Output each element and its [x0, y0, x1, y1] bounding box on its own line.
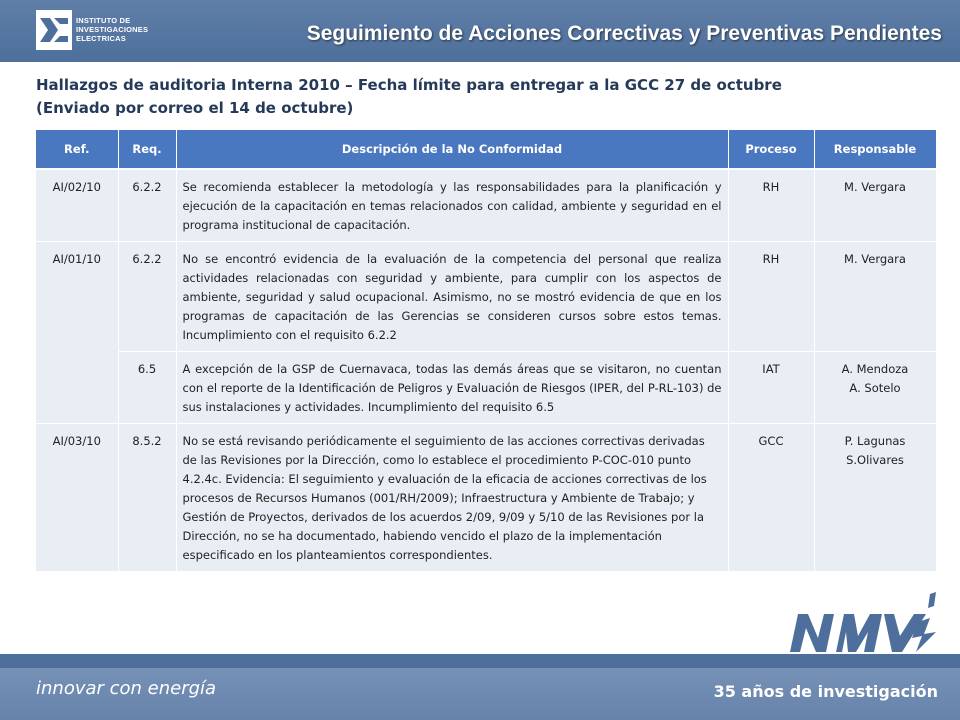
col-header-responsable: Responsable — [814, 130, 936, 169]
col-header-description: Descripción de la No Conformidad — [176, 130, 728, 169]
subtitle-line-2: (Enviado por correo el 14 de octubre) — [36, 99, 354, 117]
responsable-name: M. Vergara — [844, 252, 906, 266]
table-row — [36, 242, 936, 352]
cell-proceso: RH — [728, 242, 814, 352]
cell-req: 6.2.2 — [118, 242, 176, 352]
description-paragraph: Se recomienda establecer la metodología y las responsabilidades para la planificación y ejecución de la capacitación en temas relacionados con calidad, ambiente y seguridad en el programa institucional de capacitación. — [182, 180, 722, 232]
cell-description — [176, 352, 728, 424]
col-header-proceso: Proceso — [728, 130, 814, 169]
footer-slogan: innovar con energía — [36, 678, 217, 699]
responsable-name: P. Lagunas — [844, 434, 906, 448]
nmv-logo-graphic — [790, 592, 940, 652]
footer-anniversary: 35 años de investigación — [713, 682, 938, 701]
description-paragraph: No se está revisando periódicamente el seguimiento de las acciones correctivas derivadas de las Revisiones por la Dirección, como lo establece el procedimiento P-COC-010 punto 4.2.4c. — [182, 434, 705, 486]
cell-description — [176, 242, 728, 352]
cell-req: 8.5.2 — [118, 424, 176, 572]
logo-text — [76, 16, 176, 43]
table-header-row — [36, 130, 936, 169]
responsable-name: A. Sotelo — [849, 381, 901, 395]
iie-logo — [36, 10, 176, 54]
cell-proceso: RH — [728, 169, 814, 242]
responsable-name: A. Mendoza — [841, 362, 909, 376]
page-title: Seguimiento de Acciones Correctivas y Preventivas Pendientes — [306, 22, 942, 45]
cell-responsable — [814, 424, 936, 572]
responsable-name: S.Olivares — [846, 453, 904, 467]
page-subtitle — [36, 74, 782, 120]
footer-stripe — [0, 654, 960, 668]
logo-line: ELECTRICAS — [76, 34, 126, 43]
cell-responsable — [814, 242, 936, 352]
col-header-ref: Ref. — [36, 130, 118, 169]
description-paragraph: No se encontró evidencia de la evaluación de la competencia del personal que realiza actividades relacionadas con seguridad y ambiente, para cumplir con los aspectos de ambiente, seguridad y salud ocupacional. Asimismo, no se mostró evidencia de que en los programas de capacitación de las Gerencias se consideren cursos sobre estos temas. Incumplimiento con el requisito 6.2.2 — [182, 252, 722, 342]
header-band — [0, 0, 960, 62]
cell-responsable — [814, 352, 936, 424]
table-row — [36, 352, 936, 424]
nonconformity-table — [36, 130, 937, 572]
table-row — [36, 169, 936, 242]
cell-ref: AI/03/10 — [36, 424, 118, 572]
cell-proceso: GCC — [728, 424, 814, 572]
cell-ref: AI/01/10 — [36, 242, 118, 424]
logo-line: INSTITUTO DE — [76, 16, 131, 25]
cell-proceso: IAT — [728, 352, 814, 424]
description-paragraph: A excepción de la GSP de Cuernavaca, todas las demás áreas que se visitaron, no cuentan con el reporte de la Identificación de Peligros y Evaluación de Riesgos (IPER, del P-RL-103) de sus instalaciones y actividades. Incumplimiento del requisito 6.5 — [182, 362, 722, 414]
cell-responsable — [814, 169, 936, 242]
cell-req: 6.5 — [118, 352, 176, 424]
logo-line: INVESTIGACIONES — [76, 25, 149, 34]
col-header-req: Req. — [118, 130, 176, 169]
subtitle-line-1: Hallazgos de auditoria Interna 2010 – Fecha límite para entregar a la GCC 27 de octubre — [36, 76, 782, 94]
cell-ref: AI/02/10 — [36, 169, 118, 242]
iie-logo-icon — [36, 10, 72, 50]
cell-description — [176, 169, 728, 242]
cell-req: 6.2.2 — [118, 169, 176, 242]
table-row — [36, 424, 936, 572]
cell-description — [176, 424, 728, 572]
responsable-name: M. Vergara — [844, 180, 906, 194]
description-paragraph: Evidencia: El seguimiento y evaluación de la eficacia de acciones correctivas de los procesos de Recursos Humanos (001/RH/2009); Infraestructura y Ambiente de Trabajo; y Gestión de Proyectos, derivados de los acuerdos 2/09, 9/09 y 5/10 de las Revisiones por la Dirección, no se ha documentado, habiendo vencido el plazo de la implementación especificado en los planteamientos correspondientes. — [182, 472, 707, 562]
